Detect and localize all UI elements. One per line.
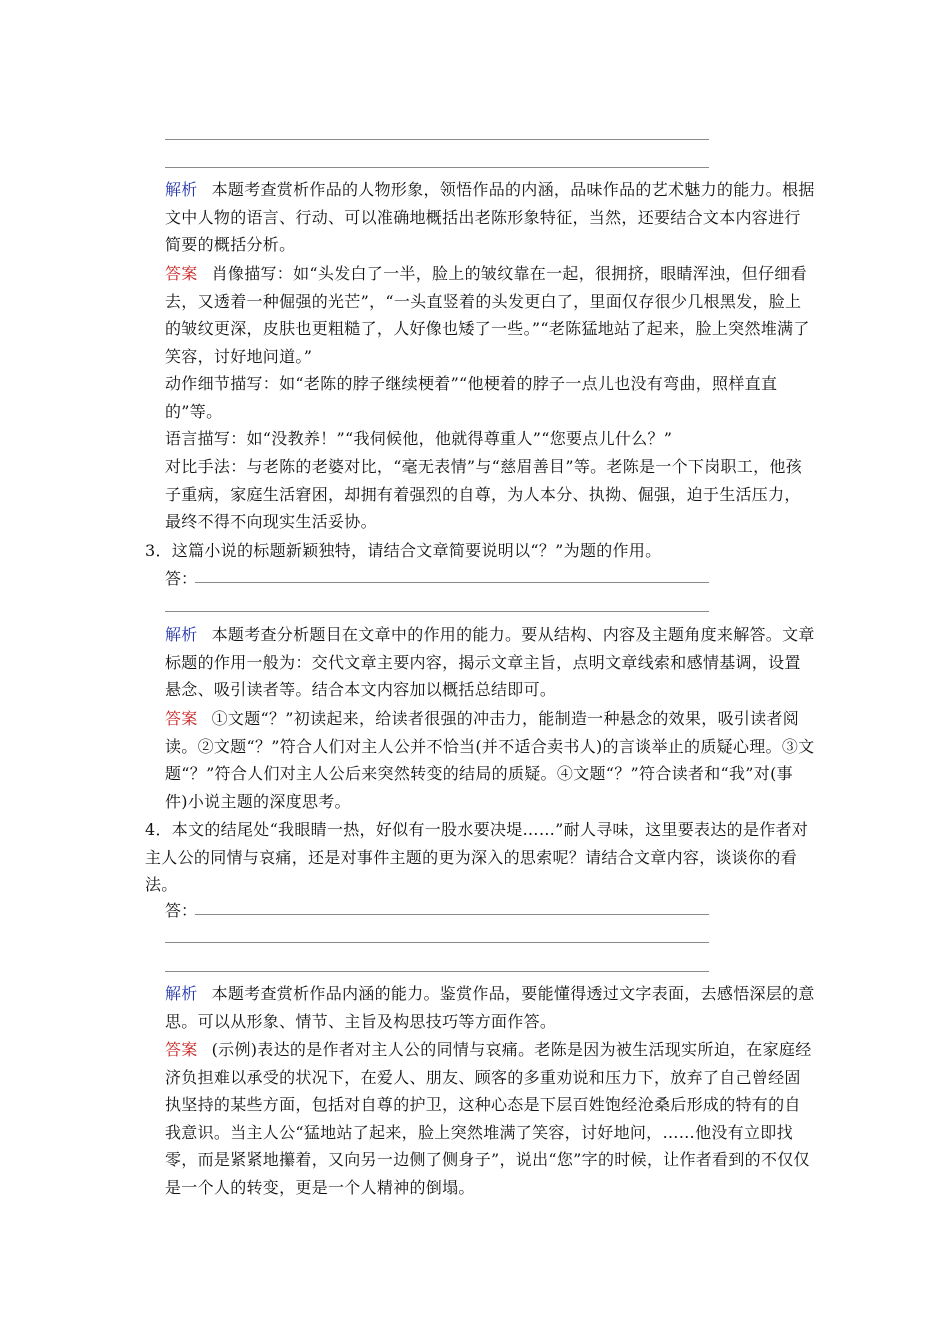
answer-line[interactable] bbox=[195, 582, 709, 583]
answer-paragraph bbox=[165, 260, 815, 370]
analysis-label: 解析 bbox=[165, 625, 198, 644]
analysis-paragraph bbox=[165, 980, 815, 1035]
answer-paragraph bbox=[165, 705, 815, 815]
answer-line[interactable] bbox=[165, 971, 709, 972]
question-number: 4． bbox=[145, 820, 172, 839]
answer-prompt: 答： bbox=[165, 569, 198, 588]
answer-line[interactable] bbox=[165, 611, 709, 612]
contrast-paragraph: 对比手法：与老陈的老婆对比，“毫无表情”与“慈眉善目”等。老陈是一个下岗职工，他孩子重病，家庭生活窘困，却拥有着强烈的自尊，为人本分、执拗、倔强，迫于生活压力，最终不得不向现实生活妥协。 bbox=[165, 457, 803, 531]
answer-label: 答案 bbox=[165, 1040, 198, 1059]
analysis-paragraph bbox=[165, 176, 815, 259]
question-text: 这篇小说的标题新颖独特，请结合文章简要说明以“？”为题的作用。 bbox=[171, 541, 662, 560]
answer-line[interactable] bbox=[165, 139, 709, 140]
analysis-paragraph bbox=[165, 621, 815, 704]
question-3 bbox=[145, 537, 815, 565]
question-number: 3． bbox=[145, 541, 172, 560]
answer-prompt-row[interactable] bbox=[165, 568, 197, 590]
analysis-text: 本题考查分析题目在文章中的作用的能力。要从结构、内容及主题角度来解答。文章标题的作用一般为：交代文章主要内容，揭示文章主旨，点明文章线索和感情基调，设置悬念、吸引读者等。结合本文内容加以概括总结即可。 bbox=[165, 625, 815, 699]
answer-line[interactable] bbox=[165, 167, 709, 168]
analysis-text: 本题考查赏析作品的人物形象，领悟作品的内涵，品味作品的艺术魅力的能力。根据文中人物的语言、行动、可以准确地概括出老陈形象特征，当然，还要结合文本内容进行简要的概括分析。 bbox=[165, 180, 815, 254]
question-text: 本文的结尾处“我眼睛一热，好似有一股水要决堤……”耐人寻味，这里要表达的是作者对主人公的同情与哀痛，还是对事件主题的更为深入的思索呢？请结合文章内容，谈谈你的看法。 bbox=[145, 820, 809, 894]
answer-prompt-row[interactable] bbox=[165, 900, 197, 922]
answer-label: 答案 bbox=[165, 264, 198, 283]
answer-prompt: 答： bbox=[165, 901, 198, 920]
analysis-label: 解析 bbox=[165, 984, 198, 1003]
answer-label: 答案 bbox=[165, 709, 198, 728]
analysis-text: 本题考查赏析作品内涵的能力。鉴赏作品，要能懂得透过文字表面，去感悟深层的意思。可以从形象、情节、主旨及构思技巧等方面作答。 bbox=[165, 984, 815, 1031]
answer-text: (示例)表达的是作者对主人公的同情与哀痛。老陈是因为被生活现实所迫，在家庭经济负担难以承受的状况下，在爱人、朋友、顾客的多重劝说和压力下，放弃了自己曾经固执坚持的某些方面，包括对自尊的护卫，这种心态是下层百姓饱经沧桑后形成的特有的自我意识。当主人公“猛地站了起来，脸上突然堆满了笑容，讨好地问，……他没有立即找零，而是紧紧地攥着，又向另一边侧了侧身子”，说出“您”字的时候，让作者看到的不仅仅是一个人的转变，更是一个人精神的倒塌。 bbox=[165, 1040, 812, 1197]
analysis-label: 解析 bbox=[165, 180, 198, 199]
answer-line[interactable] bbox=[195, 914, 709, 915]
question-4 bbox=[145, 816, 815, 899]
answer-paragraph bbox=[165, 1036, 815, 1201]
answer-line[interactable] bbox=[165, 942, 709, 943]
language-paragraph: 语言描写：如“没教养！”“我伺候他，他就得尊重人”“您要点儿什么？” bbox=[165, 429, 673, 448]
answer-text: ①文题“？”初读起来，给读者很强的冲击力，能制造一种悬念的效果，吸引读者阅读。②文题“？”符合人们对主人公并不恰当(并不适合卖书人)的言谈举止的质疑心理。③文题“？”符合人们对主人公后来突然转变的结局的质疑。④文题“？”符合读者和“我”对(事件)小说主题的深度思考。 bbox=[165, 709, 815, 811]
action-paragraph: 动作细节描写：如“老陈的脖子继续梗着”“他梗着的脖子一点儿也没有弯曲，照样直直的”等。 bbox=[165, 374, 778, 421]
answer-text: 肖像描写：如“头发白了一半，脸上的皱纹靠在一起，很拥挤，眼睛浑浊，但仔细看去，又透着一种倔强的光芒”，“一头直竖着的头发更白了，里面仅存很少几根黑发，脸上的皱纹更深，皮肤也更粗糙了，人好像也矮了一些。”“老陈猛地站了起来，脸上突然堆满了笑容，讨好地问道。” bbox=[165, 264, 810, 366]
